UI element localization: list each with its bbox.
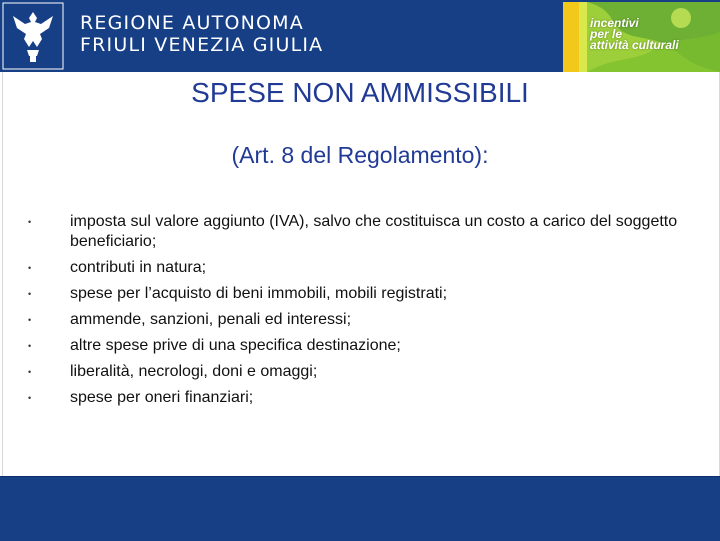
eagle-icon bbox=[0, 0, 66, 72]
list-item bbox=[28, 284, 688, 304]
bullet-icon: • bbox=[28, 315, 32, 325]
bullet-icon: • bbox=[28, 263, 32, 273]
list-item-text: liberalità, necrologi, doni e omaggi; bbox=[70, 363, 318, 380]
region-line-2: FRIULI VENEZIA GIULIA bbox=[80, 34, 324, 56]
bullet-icon: • bbox=[28, 217, 32, 227]
list-item-text: ammende, sanzioni, penali ed interessi; bbox=[70, 311, 352, 328]
region-logo bbox=[0, 0, 66, 72]
badge-line-1: incentivi bbox=[590, 16, 639, 30]
bullet-icon: • bbox=[28, 393, 32, 403]
list-item-text: spese per l’acquisto di beni immobili, mobili registrati; bbox=[70, 285, 448, 302]
bullet-list bbox=[28, 212, 688, 414]
list-item bbox=[28, 336, 688, 356]
page-subtitle: (Art. 8 del Regolamento): bbox=[231, 142, 489, 168]
list-item-text: contributi in natura; bbox=[70, 259, 207, 276]
list-item bbox=[28, 258, 688, 278]
footer-band bbox=[0, 476, 720, 541]
page-title: SPESE NON AMMISSIBILI bbox=[191, 77, 529, 108]
bullet-icon: • bbox=[28, 289, 32, 299]
list-item bbox=[28, 362, 688, 382]
bullet-icon: • bbox=[28, 341, 32, 351]
region-line-1: REGIONE AUTONOMA bbox=[80, 12, 304, 34]
list-item bbox=[28, 310, 688, 330]
list-item bbox=[28, 388, 688, 408]
incentivi-text bbox=[590, 18, 679, 51]
incentivi-badge bbox=[563, 2, 720, 72]
list-item-text: spese per oneri finanziari; bbox=[70, 389, 254, 406]
badge-line-2: per le bbox=[590, 27, 623, 41]
list-item-text: altre spese prive di una specifica destinazione; bbox=[70, 337, 401, 354]
bullet-icon: • bbox=[28, 367, 32, 377]
region-name bbox=[80, 12, 323, 56]
badge-line-3: attività culturali bbox=[590, 38, 679, 52]
list-item-text: imposta sul valore aggiunto (IVA), salvo che costituisca un costo a carico del soggetto beneficiario; bbox=[70, 213, 678, 250]
list-item bbox=[28, 212, 688, 252]
